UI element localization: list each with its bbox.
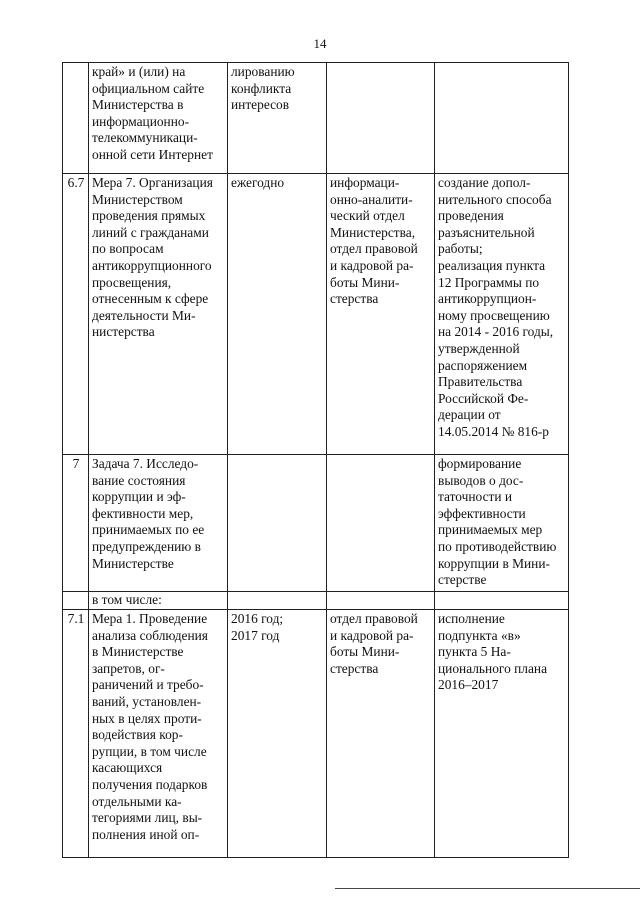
measure-cell: в том числе: — [89, 592, 228, 610]
row-number: 6.7 — [63, 174, 89, 455]
measure-cell: Задача 7. Исследо- вание состояния коррупции и эф- фективности мер, принимаемых по ее предупреждению в Министерстве — [89, 455, 228, 592]
responsible-cell — [327, 63, 435, 174]
term-cell — [228, 455, 327, 592]
row-number — [63, 63, 89, 174]
measures-table — [62, 62, 569, 858]
page-number: 14 — [313, 36, 327, 51]
responsible-cell — [327, 592, 435, 610]
measure-cell: край» и (или) на официальном сайте Министерства в информационно- телекоммуникаци- онной сети Интернет — [89, 63, 228, 174]
table-row — [63, 63, 569, 174]
responsible-cell: отдел правовой и кадровой ра- боты Мини- стерства — [327, 610, 435, 858]
result-cell — [435, 592, 569, 610]
table-row — [63, 592, 569, 610]
responsible-cell — [327, 455, 435, 592]
result-cell — [435, 63, 569, 174]
table-row — [63, 174, 569, 455]
table-row — [63, 455, 569, 592]
result-cell: формирование выводов о дос- таточности и эффективности принимаемых мер по противодействию коррупции в Мини- стерстве — [435, 455, 569, 592]
measure-cell: Мера 7. Организация Министерством проведения прямых линий с гражданами по вопросам антикоррупционного просвещения, отнесенным к сфере деятельности Ми- нистерства — [89, 174, 228, 455]
result-cell: исполнение подпункта «в» пункта 5 На- ционального плана 2016–2017 — [435, 610, 569, 858]
bottom-divider — [335, 888, 640, 889]
row-number: 7.1 — [63, 610, 89, 858]
table-row — [63, 610, 569, 858]
row-number: 7 — [63, 455, 89, 592]
row-number — [63, 592, 89, 610]
term-cell: лированию конфликта интересов — [228, 63, 327, 174]
term-cell: ежегодно — [228, 174, 327, 455]
term-cell — [228, 592, 327, 610]
responsible-cell: информаци- онно-аналити- ческий отдел Министерства, отдел правовой и кадровой ра- боты Мини- стерства — [327, 174, 435, 455]
result-cell: создание допол- нительного способа проведения разъяснительной работы; реализация пункта 12 Программы по антикоррупцион- ному просвещению на 2014 - 2016 годы, утвержденной распоряжением Правительства Российской Фе- дерации от 14.05.2014 № 816-р — [435, 174, 569, 455]
measure-cell: Мера 1. Проведение анализа соблюдения в Министерстве запретов, ог- раничений и требо- ваний, установлен- ных в целях проти- водействия кор- рупции, в том числе касающихся получения подарков отдельными ка- тегориями лиц, вы- полнения иной оп- — [89, 610, 228, 858]
term-cell: 2016 год; 2017 год — [228, 610, 327, 858]
